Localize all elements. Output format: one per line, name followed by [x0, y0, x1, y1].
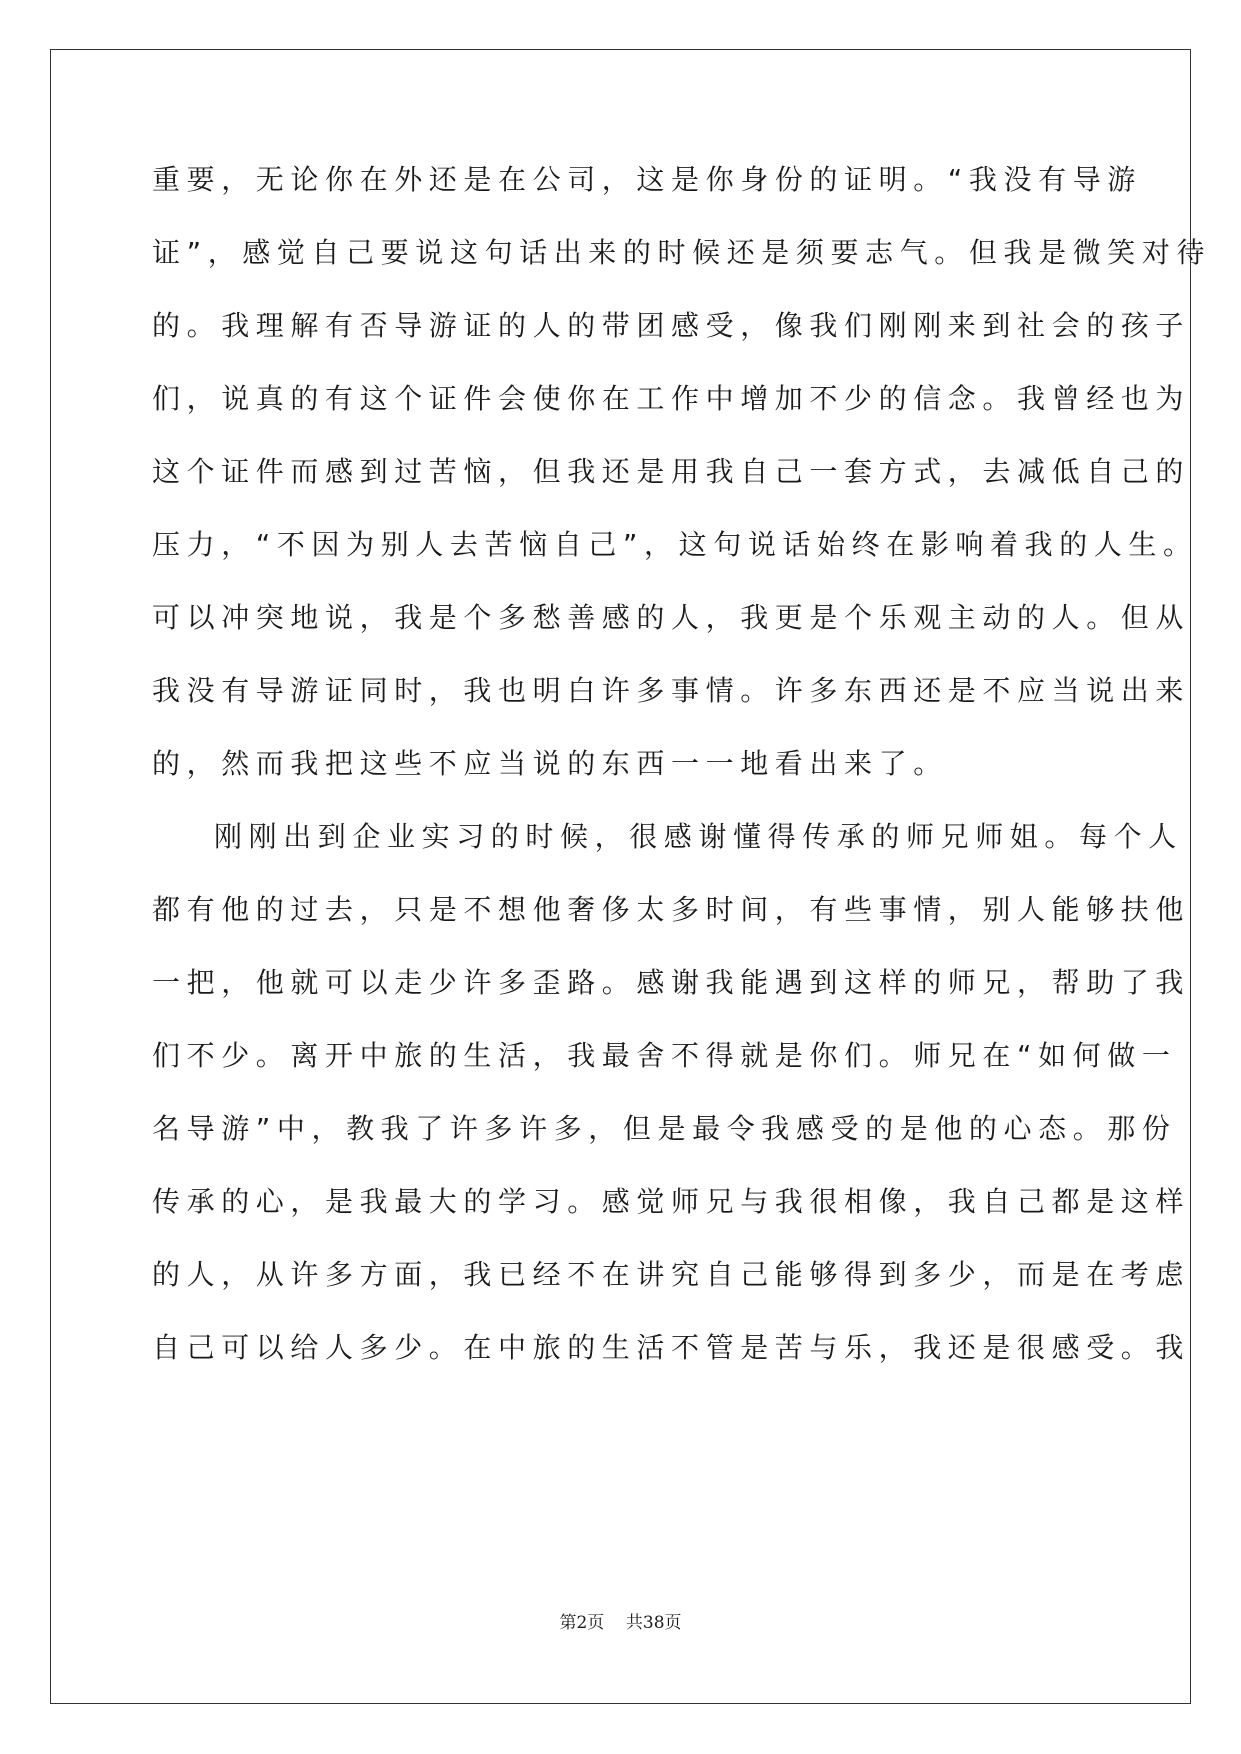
page-border	[50, 49, 1191, 1704]
text-line: 重要，无论你在外还是在公司，这是你身份的证明。“我没有导游	[152, 163, 1142, 196]
text-line: 都有他的过去，只是不想他奢侈太多时间，有些事情，别人能够扶他	[152, 893, 1191, 926]
text-line: 名导游”中，教我了许多许多，但是最令我感受的是他的心态。那份	[152, 1112, 1177, 1145]
text-line: 我没有导游证同时，我也明白许多事情。许多东西还是不应当说出来	[152, 674, 1191, 707]
text-line: 自己可以给人多少。在中旅的生活不管是苦与乐，我还是很感受。我	[152, 1331, 1191, 1364]
text-line: 可以冲突地说，我是个多愁善感的人，我更是个乐观主动的人。但从	[152, 601, 1191, 634]
text-line: 证”，感觉自己要说这句话出来的时候还是须要志气。但我是微笑对待	[152, 236, 1212, 269]
text-line: 传承的心，是我最大的学习。感觉师兄与我很相像，我自己都是这样	[152, 1185, 1191, 1218]
page-footer	[0, 1608, 1241, 1633]
text-line: 一把，他就可以走少许多歪路。感谢我能遇到这样的师兄，帮助了我	[152, 966, 1191, 999]
paragraph-start-line: 刚刚出到企业实习的时候，很感谢懂得传承的师兄师姐。每个人	[214, 820, 1183, 853]
text-line: 的人，从许多方面，我已经不在讲究自己能够得到多少，而是在考虑	[152, 1258, 1191, 1291]
text-line: 压力，“不因为别人去苦恼自己”，这句说话始终在影响着我的人生。	[152, 528, 1198, 561]
text-line: 的。我理解有否导游证的人的带团感受，像我们刚刚来到社会的孩子	[152, 309, 1191, 342]
text-line: 的，然而我把这些不应当说的东西一一地看出来了。	[152, 747, 948, 780]
page-number: 第2页	[559, 1613, 605, 1633]
text-line: 们，说真的有这个证件会使你在工作中增加不少的信念。我曾经也为	[152, 382, 1191, 415]
page-total: 共38页	[625, 1613, 682, 1633]
text-line: 这个证件而感到过苦恼，但我还是用我自己一套方式，去减低自己的	[152, 455, 1191, 488]
text-line: 们不少。离开中旅的生活，我最舍不得就是你们。师兄在“如何做一	[152, 1039, 1177, 1072]
